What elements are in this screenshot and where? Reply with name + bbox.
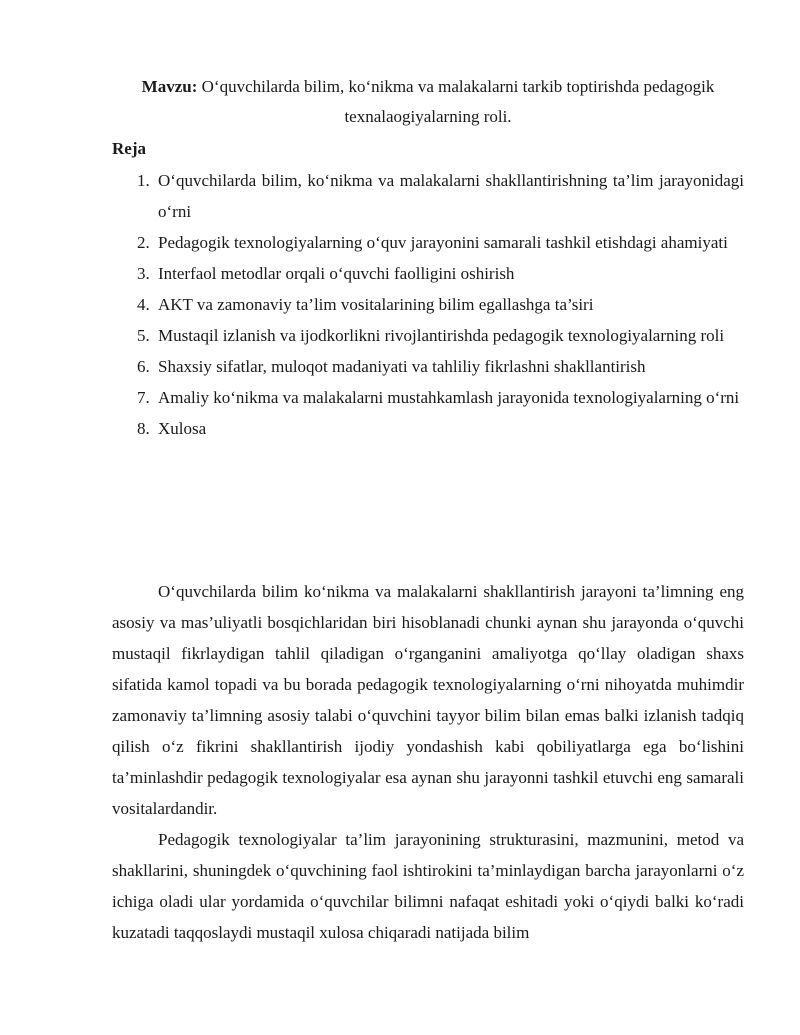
plan-item-text: Pedagogik texnologiyalarning o‘quv jarayonini samarali tashkil etishdagi ahamiyati xyxy=(158,233,728,252)
plan-item-number: 6. xyxy=(137,357,150,376)
plan-item-text: O‘quvchilarda bilim, ko‘nikma va malakalarni shakllantirishning ta’lim jarayonidagi o‘rni xyxy=(158,171,744,221)
body-paragraph: O‘quvchilarda bilim ko‘nikma va malakalarni shakllantirish jarayoni ta’limning eng asosiy va mas’uliyatli bosqichlaridan biri hisoblanadi chunki aynan shu jarayonda o‘quvchi mustaqil fikrlaydigan tahlil qiladigan o‘rganganini amaliyotga qo‘llay oladigan shaxs sifatida kamol topadi va bu borada pedagogik texnologiyalarning o‘rni nihoyatda muhimdir zamonaviy ta’limning asosiy talabi o‘quvchini tayyor bilim bilan emas balki izlanish tadqiq qilish o‘z fikrini shakllantirish ijodiy yondashish kabi qobiliyatlarga ega bo‘lishini ta’minlashdir pedagogik texnologiyalar esa aynan shu jarayonni tashkil etuvchi eng samarali vositalardandir. xyxy=(112,582,744,818)
topic-text: O‘quvchilarda bilim, ko‘nikma va malakalarni tarkib toptirishda pedagogik texnalaogiyalarning roli. xyxy=(201,77,715,126)
plan-item xyxy=(112,258,744,289)
plan-item xyxy=(112,227,744,258)
plan-item-text: AKT va zamonaviy ta’lim vositalarining bilim egallashga ta’siri xyxy=(158,295,594,314)
plan-item-number: 4. xyxy=(137,295,150,314)
plan-item xyxy=(112,351,744,382)
plan-heading: Reja xyxy=(112,139,146,158)
plan-item-text: Interfaol metodlar orqali o‘quvchi faolligini oshirish xyxy=(158,264,515,283)
topic-title xyxy=(112,72,744,132)
body-text xyxy=(112,576,744,948)
plan-item xyxy=(112,289,744,320)
plan-list xyxy=(112,165,744,444)
plan-item-number: 8. xyxy=(137,419,150,438)
topic-label: Mavzu: xyxy=(141,77,198,96)
plan-item-text: Shaxsiy sifatlar, muloqot madaniyati va tahliliy fikrlashni shakllantirish xyxy=(158,357,646,376)
plan-item-text: Xulosa xyxy=(158,419,207,438)
plan-item-text: Amaliy ko‘nikma va malakalarni mustahkamlash jarayonida texnologiyalarning o‘rni xyxy=(158,388,740,407)
plan-item xyxy=(112,320,744,351)
plan-item-text: Mustaqil izlanish va ijodkorlikni rivojlantirishda pedagogik texnologiyalarning roli xyxy=(158,326,725,345)
body-paragraph: Pedagogik texnologiyalar ta’lim jarayonining strukturasini, mazmunini, metod va shakllarini, shuningdek o‘quvchining faol ishtirokini ta’minlaydigan barcha jarayonlarni o‘z ichiga oladi ular yordamida o‘quvchilar bilimni nafaqat eshitadi yoki o‘qiydi balki ko‘radi kuzatadi taqqoslaydi mustaqil xulosa chiqaradi natijada bilim xyxy=(112,830,744,942)
plan-item xyxy=(112,165,744,227)
plan-item-number: 7. xyxy=(137,388,150,407)
plan-item-number: 5. xyxy=(137,326,150,345)
plan-item xyxy=(112,413,744,444)
plan-item-number: 3. xyxy=(137,264,150,283)
plan-item-number: 2. xyxy=(137,233,150,252)
plan-item-number: 1. xyxy=(137,171,150,190)
plan-item xyxy=(112,382,744,413)
